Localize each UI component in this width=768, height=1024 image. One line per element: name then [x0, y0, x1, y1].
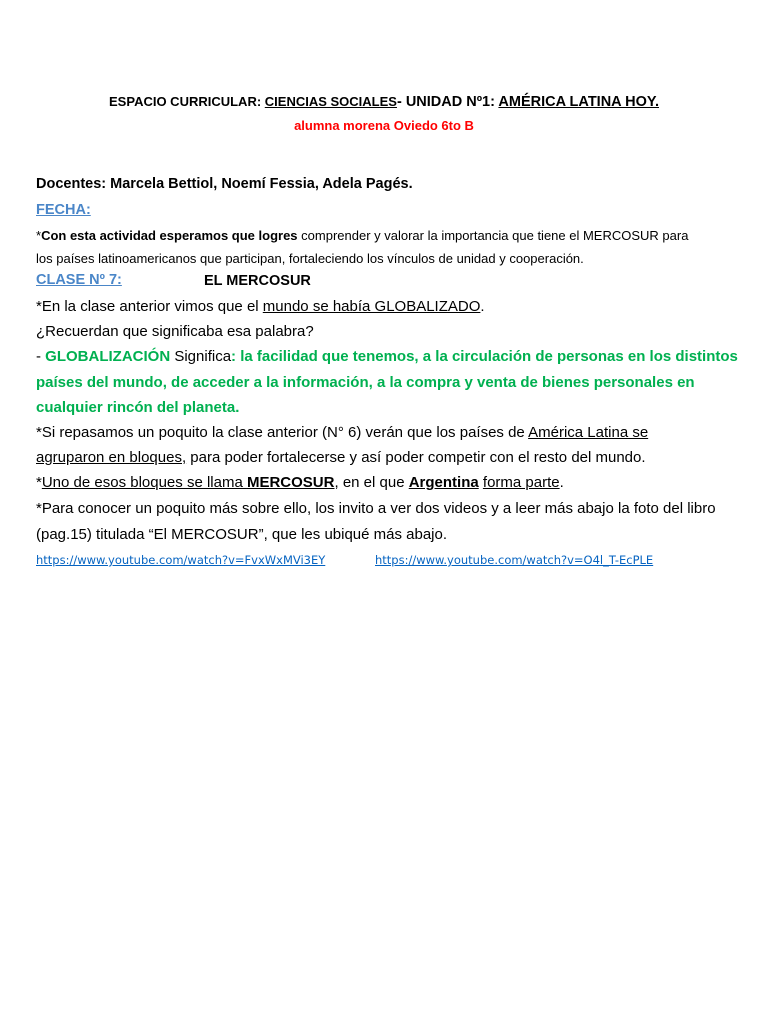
header-subject: CIENCIAS SOCIALES: [264, 94, 397, 109]
paragraph-mercosur: *Uno de esos bloques se llama MERCOSUR, en el que Argentina forma parte.: [36, 474, 564, 491]
class-title: EL MERCOSUR: [204, 273, 311, 289]
globalization-line-2: países del mundo, de acceder a la información, a la compra y venta de bienes personales en: [36, 374, 695, 391]
date-label: FECHA:: [36, 202, 91, 218]
paragraph-videos-line-1: *Para conocer un poquito más sobre ello, los invito a ver dos videos y a leer más abajo la foto del libro: [36, 500, 716, 517]
paragraph-globalized: *En la clase anterior vimos que el mundo se había GLOBALIZADO.: [36, 298, 485, 315]
header-unit: - UNIDAD Nº1:: [396, 94, 499, 110]
globalization-line-1: - GLOBALIZACIÓN Significa: la facilidad que tenemos, a la circulación de personas en los distintos: [36, 348, 738, 365]
paragraph-videos-line-2: (pag.15) titulada “El MERCOSUR”, que les ubiqué más abajo.: [36, 526, 448, 543]
paragraph-blocks-line-2: agruparon en bloques, para poder fortalecerse y así poder competir con el resto del mundo.: [36, 449, 646, 466]
globalization-line-3: cualquier rincón del planeta.: [36, 399, 240, 416]
mercosur-term: MERCOSUR: [246, 474, 335, 491]
teachers-line: Docentes: Marcela Bettiol, Noemí Fessia, Adela Pagés.: [36, 176, 413, 192]
argentina-term: Argentina: [408, 474, 479, 491]
student-name: alumna morena Oviedo 6to B: [294, 118, 474, 133]
paragraph-blocks-line-1: *Si repasamos un poquito la clase anterior (N° 6) verán que los países de América Latina se: [36, 424, 649, 441]
header-unit-name: AMÉRICA LATINA HOY.: [498, 94, 659, 110]
objective-line-2: los países latinoamericanos que participan, fortaleciendo los vínculos de unidad y cooperación.: [36, 251, 584, 266]
globalization-definition: la facilidad que tenemos, a la circulación de personas en los distintos: [240, 348, 738, 365]
youtube-link-1[interactable]: https://www.youtube.com/watch?v=FvxWxMVi3EY: [36, 553, 326, 567]
globalization-term: GLOBALIZACIÓN: [45, 348, 171, 365]
objective-bold: Con esta actividad esperamos que logres: [41, 228, 298, 243]
objective-line-1: *Con esta actividad esperamos que logres comprender y valorar la importancia que tiene el MERCOSUR para: [36, 228, 689, 243]
document-header: [0, 94, 768, 110]
youtube-link-2[interactable]: https://www.youtube.com/watch?v=O4l_T-EcPLE: [375, 553, 654, 567]
header-prefix: ESPACIO CURRICULAR:: [109, 94, 265, 109]
class-number-label: CLASE Nº 7:: [36, 272, 122, 288]
question-line: ¿Recuerdan que significaba esa palabra?: [36, 323, 314, 340]
